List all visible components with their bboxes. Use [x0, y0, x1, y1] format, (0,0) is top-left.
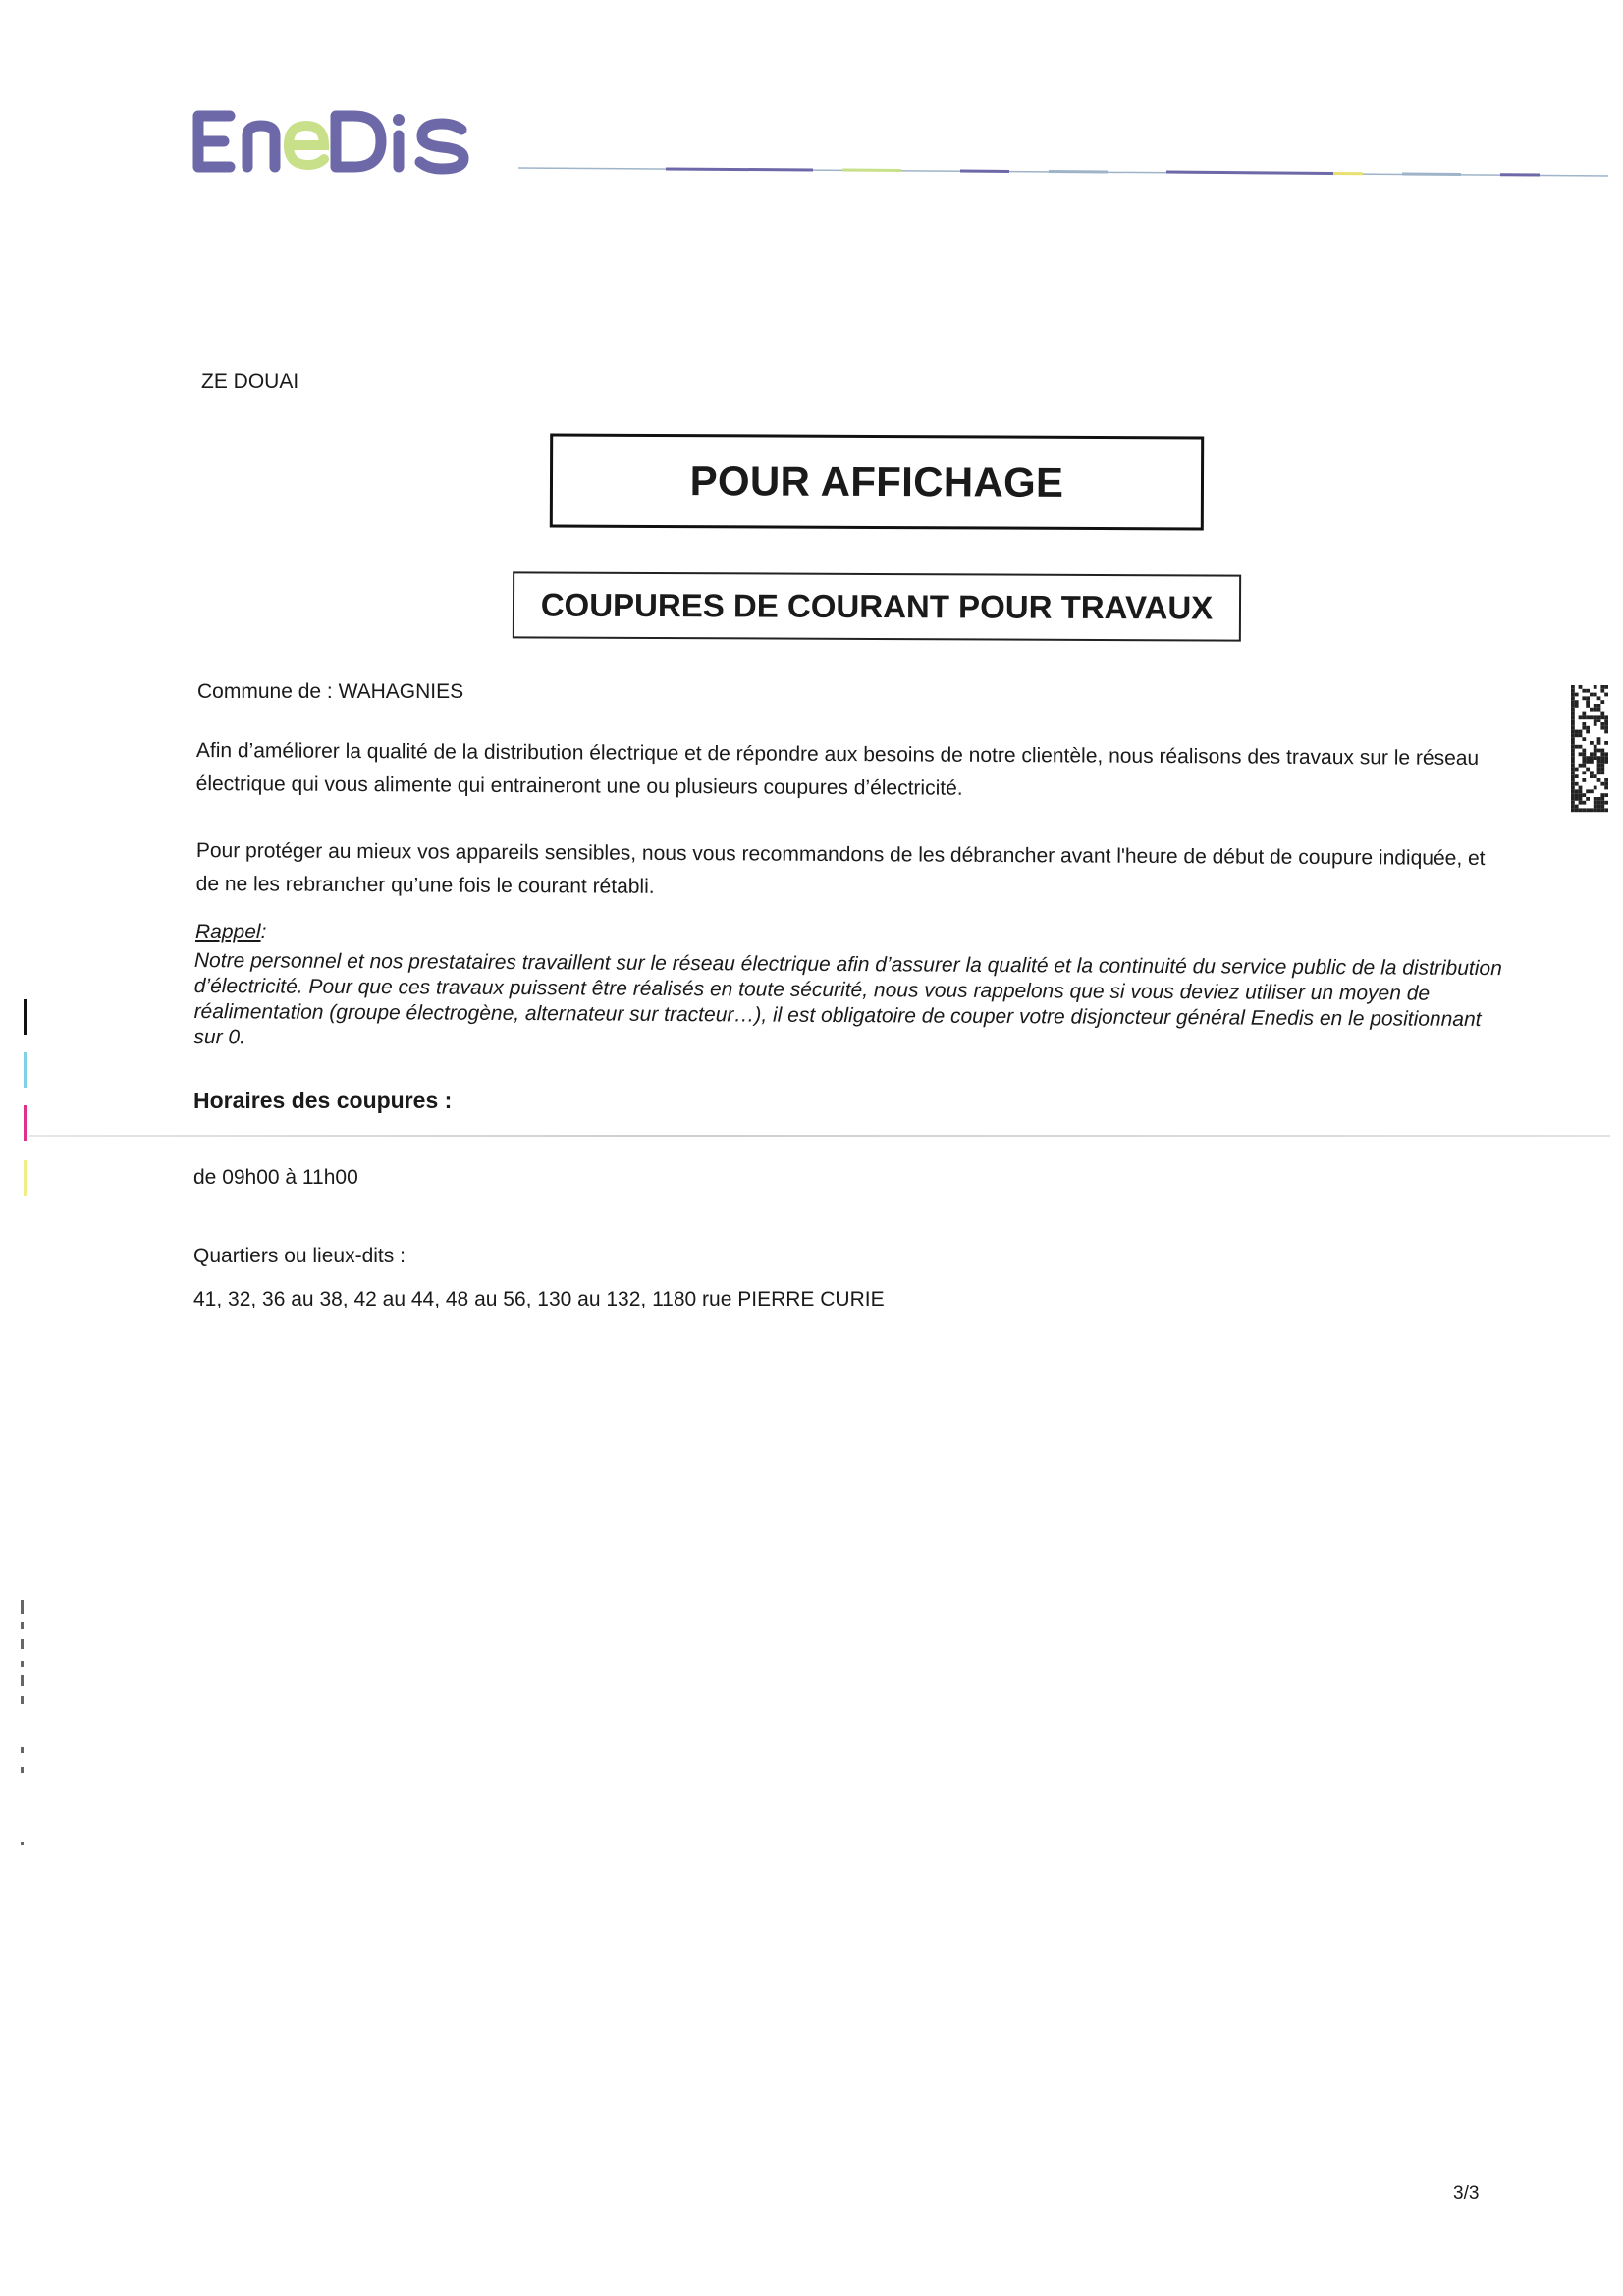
banner-main-text: POUR AFFICHAGE — [689, 457, 1064, 506]
rappel-heading-text: Rappel — [195, 921, 261, 943]
qr-code — [1571, 685, 1608, 813]
paragraph-advice: Pour protéger au mieux vos appareils sensibles, nous vous recommandons de les débrancher avant l'heure de début de coupure indiquée, et de ne les rebrancher qu’une fois le courant rétabli. — [195, 838, 1486, 898]
banner-sub-text: COUPURES DE COURANT POUR TRAVAUX — [540, 586, 1214, 626]
banner-sub — [513, 571, 1241, 641]
quartiers-value: 41, 32, 36 au 38, 42 au 44, 48 au 56, 130 au 132, 1180 rue PIERRE CURIE — [193, 1288, 885, 1310]
registration-mark-magenta — [24, 1105, 27, 1141]
header-rule — [518, 165, 1608, 177]
registration-mark-cyan — [24, 1052, 27, 1088]
rappel-body: Notre personnel et nos prestataires travaillent sur le réseau électrique afin d’assurer la qualité et la continuité du service public de la distribution d’électricité. Pour que ces travaux puissent être réalisés en toute sécurité, nous vous rappelons que si vous deviez utiliser un moyen de réalimentation (groupe électrogène, alternateur sur tracteur…), il est obligatoire de couper votre disjoncteur général Enedis en le positionnant sur 0. — [193, 949, 1502, 1049]
commune-label: Commune de : WAHAGNIES — [197, 680, 464, 703]
paragraph-intro: Afin d’améliorer la qualité de la distribution électrique et de répondre aux besoins de notre clientèle, nous réalisons des travaux sur le réseau électrique qui vous alimente qui entraineront une ou plusieurs coupures d’électricité. — [195, 738, 1480, 800]
quartiers-heading: Quartiers ou lieux-dits : — [193, 1245, 406, 1267]
registration-mark-yellow — [24, 1160, 27, 1196]
horaires-value: de 09h00 à 11h00 — [193, 1166, 358, 1189]
divider — [29, 1135, 1610, 1137]
enedis-logo — [189, 102, 503, 181]
zone-label: ZE DOUAI — [201, 370, 299, 393]
banner-main — [550, 434, 1204, 531]
page-number: 3/3 — [1453, 2183, 1480, 2204]
rappel-heading — [195, 921, 266, 944]
registration-mark-black — [24, 999, 27, 1035]
side-code-marks — [16, 1600, 29, 1855]
rappel-heading-suffix: : — [260, 921, 267, 943]
horaires-heading: Horaires des coupures : — [193, 1088, 453, 1113]
